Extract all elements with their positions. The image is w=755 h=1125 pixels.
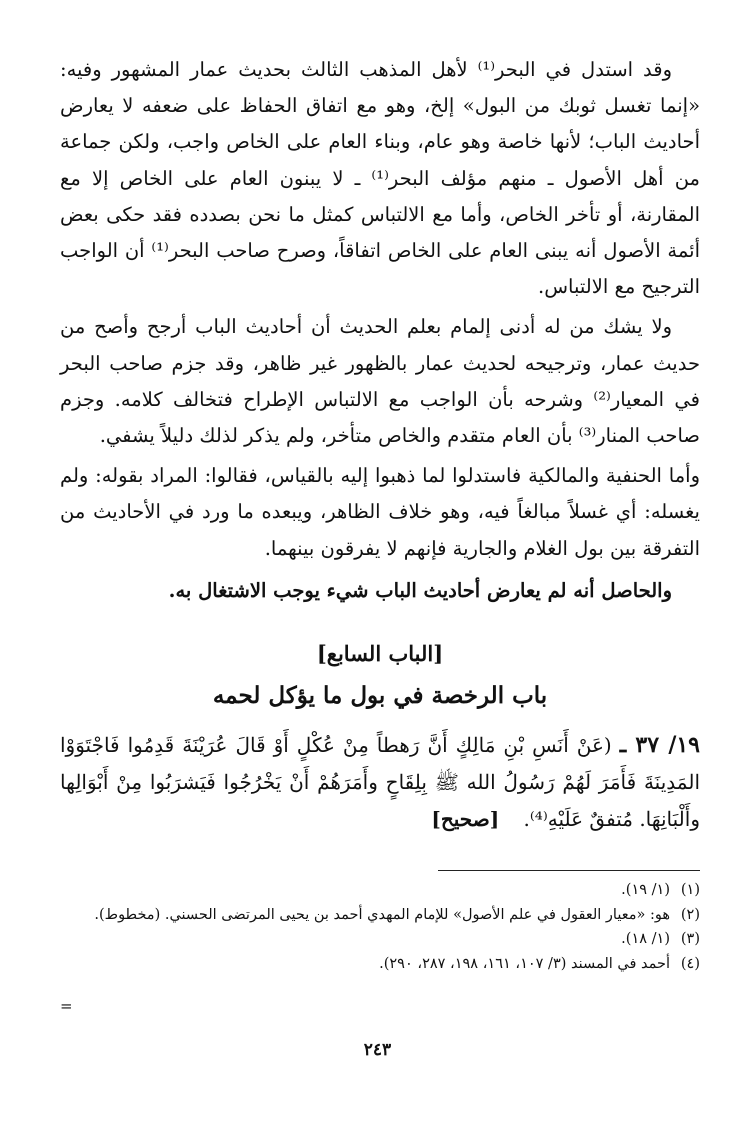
footnote-text: هو: «معيار العقول في علم الأصول» للإمام المهدي أحمد بن يحيى المرتضى الحسني. (مخطوط).	[94, 906, 670, 923]
footnote-1	[60, 878, 700, 903]
footnote-text: (١/ ١٩).	[621, 882, 670, 898]
footnotes	[60, 878, 700, 976]
hadith-text: (عَنْ أَنَسِ بْنِ مَالِكٍ أَنَّ رَهطاً مِنْ عُكْلٍ أَوْ قَالَ عُرَيْنَةَ قَدِمُوا فَاجْتَوَوْا المَدِينَةَ فَأَمَرَ لَهُمْ رَسُولُ الله ﷺ بِلِقَاحٍ وأَمَرَهُمْ أَنْ يَخْرُجُوا فَيَشرَبُوا مِنْ أَبْوَالِها وأَلْبَانِهَا. مُتفقٌ عَلَيْهِ⁽⁴⁾.	[60, 732, 700, 831]
hadith-block	[60, 727, 700, 838]
main-text	[60, 52, 700, 838]
footnote-number: (٤)	[680, 955, 700, 972]
hadith-number: ١٩/ ٣٧ ـ	[619, 731, 700, 758]
footnote-2	[60, 903, 700, 928]
footnote-3	[60, 927, 700, 952]
footnote-number: (٢)	[680, 906, 700, 923]
summary-line: والحاصل أنه لم يعارض أحاديث الباب شيء يوجب الاشتغال به.	[168, 578, 672, 602]
footnote-number: (٣)	[680, 931, 700, 947]
paragraph-2: ولا يشك من له أدنى إلمام بعلم الحديث أن أحاديث الباب أرجح وأصح من حديث عمار، وترجيحه لحديث عمار بالظهور غير ظاهر، وقد جزم صاحب البحر في المعيار⁽²⁾ وشرحه بأن الواجب مع الالتباس الإطراح فتخالف كلامه. وجزم صاحب المنار⁽³⁾ بأن العام متقدم والخاص متأخر، ولم يذكر لذلك دليلاً يشفي.	[60, 315, 700, 448]
paragraph-1: وقد استدل في البحر⁽¹⁾ لأهل المذهب الثالث بحديث عمار المشهور وفيه: «إنما تغسل ثوبك من البول» إلخ، وهو مع اتفاق الحفاظ على ضعفه لا يعارض أحاديث الباب؛ لأنها خاصة وهو عام، وبناء العام على الخاص واجب، ولكن جماعة من أهل الأصول ـ منهم مؤلف البحر⁽¹⁾ ـ لا يبنون العام على الخاص إلا مع المقارنة، أو تأخر الخاص، وأما مع الالتباس كمثل ما نحن بصدده فقد حكى بعض أئمة الأصول أنه يبنى العام على الخاص اتفاقاً، وصرح صاحب البحر⁽¹⁾ أن الواجب الترجيح مع الالتباس.	[60, 58, 700, 299]
footnote-number: (١)	[680, 882, 700, 898]
paragraph-3: وأما الحنفية والمالكية فاستدلوا لما ذهبوا إليه بالقياس، فقالوا: المراد بقوله: ولم يغسله: أي غسلاً مبالغاً فيه، وهو خلاف الظاهر، ويبعده ما ورد في الأحاديث من التفرقة بين بول الغلام والجارية فإنهم لا يفرقون بينهما.	[60, 464, 700, 560]
continuation-mark: =	[60, 997, 73, 1015]
section-title: باب الرخصة في بول ما يؤكل لحمه	[212, 681, 548, 709]
footnote-text: أحمد في المسند (٣/ ١٠٧، ١٦١، ١٩٨، ٢٨٧، ٢٩٠).	[379, 955, 670, 972]
footnote-divider	[438, 870, 700, 871]
footnote-text: (١/ ١٨).	[621, 931, 670, 947]
hadith-grade: [صحيح]	[431, 806, 500, 831]
page-number: ٢٤٣	[363, 1040, 392, 1060]
chapter-label: [الباب السابع]	[316, 640, 444, 666]
footnote-4	[60, 952, 700, 977]
